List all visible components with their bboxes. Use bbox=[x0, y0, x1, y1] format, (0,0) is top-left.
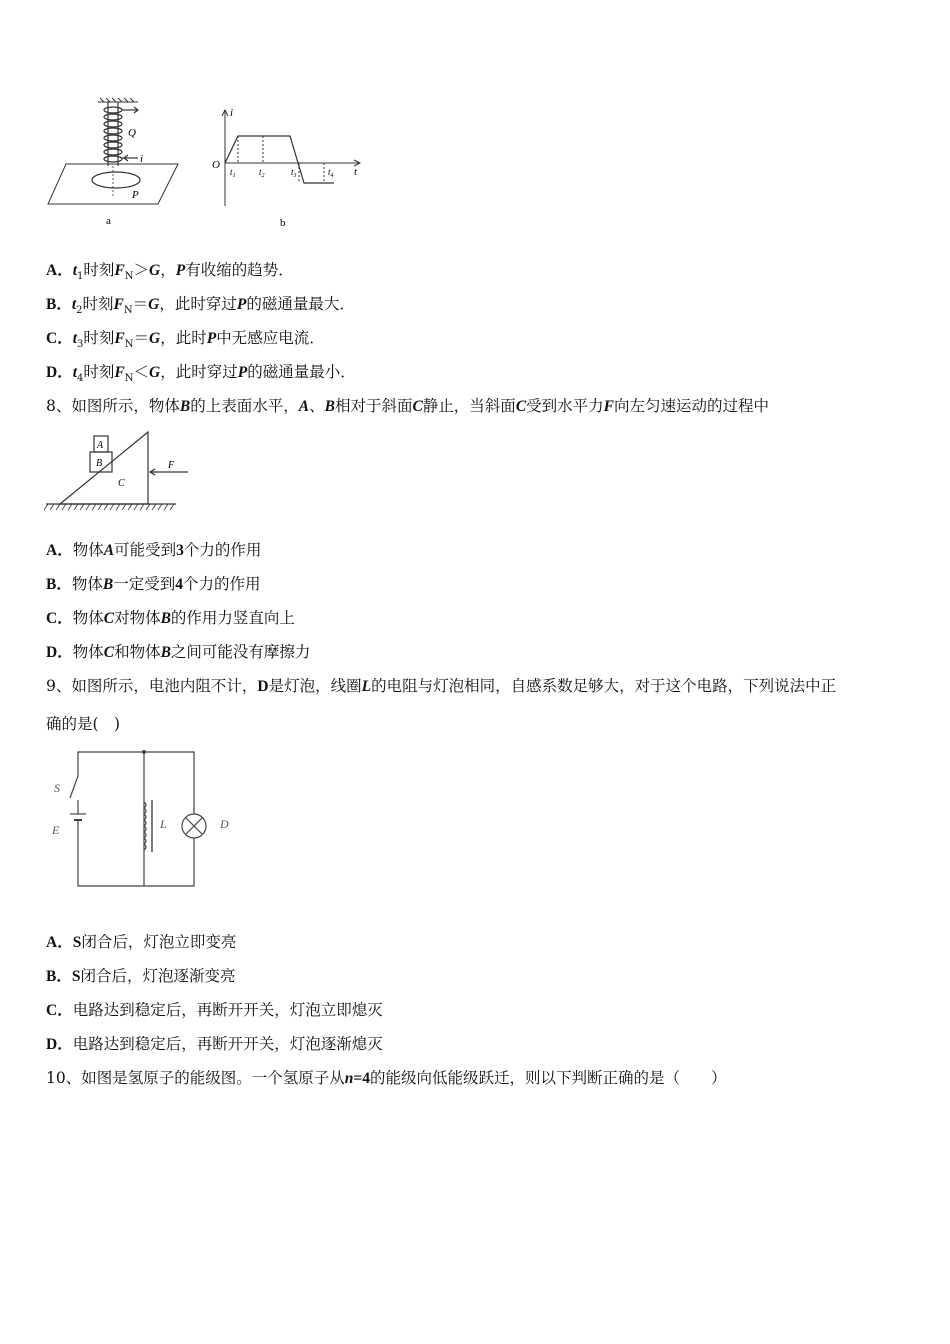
q7-option-b: B．$t_2$时刻$F_N=G$，此时穿过P的磁通量最大． bbox=[46, 295, 355, 317]
label-a: a bbox=[106, 215, 111, 227]
ceiling-hatch bbox=[98, 98, 138, 102]
axis-t-label: t bbox=[354, 166, 358, 178]
q9-stem-line-1: 9、如图所示，电池内阻不计，D是灯泡，线圈L的电阻与灯泡相同，自感系数足够大，对于这个电路，下列说法中正 bbox=[46, 677, 837, 695]
q9-option-d: D．电路达到稳定后，再断开开关，灯泡逐渐熄灭 bbox=[46, 1035, 383, 1053]
axis-i-label: i bbox=[230, 107, 234, 119]
q9-option-c: C．电路达到稳定后，再断开开关，灯泡立即熄灭 bbox=[46, 1001, 383, 1019]
fig-label-f: F bbox=[168, 460, 175, 471]
q7-option-a: A．$t_1$时刻$F_N>G$，P有收缩的趋势． bbox=[46, 261, 294, 283]
ring-p bbox=[92, 172, 140, 188]
coil-label: Q bbox=[128, 127, 136, 139]
fig-label-a: A bbox=[97, 440, 104, 451]
lamp-label: D bbox=[220, 817, 229, 831]
t2-label: $t_2$ bbox=[259, 167, 265, 179]
q8-option-c: C．物体C对物体B的作用力竖直向上 bbox=[46, 609, 295, 627]
t3-label: $t_3$ bbox=[291, 167, 297, 179]
q8-option-d: D．物体C和物体B之间可能没有摩擦力 bbox=[46, 643, 311, 661]
origin-label: O bbox=[212, 159, 220, 171]
switch-label: S bbox=[54, 781, 60, 795]
inductor-label: L bbox=[160, 817, 167, 831]
q7-option-c: C．$t_3$时刻$F_N=G$，此时P中无感应电流． bbox=[46, 329, 325, 351]
graph-b bbox=[222, 110, 360, 206]
q8-figure bbox=[44, 428, 194, 514]
battery-label: E bbox=[52, 823, 60, 837]
q8-stem: 8、如图所示，物体B的上表面水平，A、B相对于斜面C静止，当斜面C受到水平力F向左匀速运动的过程中 bbox=[46, 397, 770, 415]
label-b: b bbox=[280, 217, 286, 229]
q7-option-d: D．$t_4$时刻$F_N<G$，此时穿过P的磁通量最小． bbox=[46, 363, 356, 385]
fig-label-b: B bbox=[96, 458, 103, 469]
q9-circuit-figure bbox=[44, 744, 244, 894]
q9-stem-line-2: 确的是( ) bbox=[46, 715, 121, 733]
q10-stem: 10、如图是氢原子的能级图。一个氢原子从n=4的能级向低能级跃迁，则以下判断正确的是（ ） bbox=[46, 1069, 727, 1087]
current-label: i bbox=[140, 153, 144, 165]
q8-option-a: A．物体A可能受到3个力的作用 bbox=[46, 541, 262, 559]
wedge-c bbox=[60, 432, 148, 504]
q8-option-b: B．物体B一定受到4个力的作用 bbox=[46, 575, 261, 593]
q9-option-a: A．S闭合后，灯泡立即变亮 bbox=[46, 933, 237, 951]
t4-label: $t_4$ bbox=[328, 167, 334, 179]
q9-option-b: B．S闭合后，灯泡逐渐变亮 bbox=[46, 967, 236, 985]
ring-label: P bbox=[132, 189, 139, 201]
t1-label: $t_1$ bbox=[230, 167, 236, 179]
q7-figure bbox=[44, 96, 374, 236]
fig-label-c: C bbox=[118, 478, 125, 489]
